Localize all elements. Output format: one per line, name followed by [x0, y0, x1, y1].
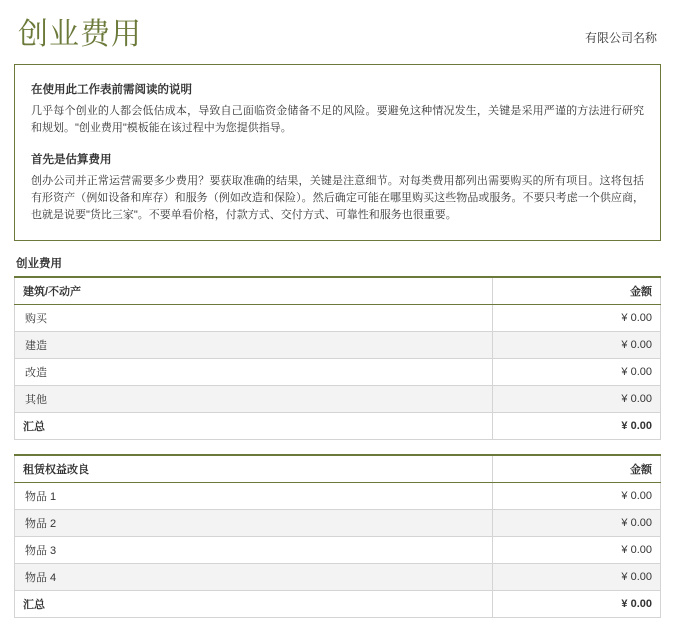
instructions-heading-1: 在使用此工作表前需阅读的说明: [31, 84, 192, 96]
table-total-row: [15, 591, 661, 618]
instructions-paragraph-1: 几乎每个创业的人都会低估成本，导致自己面临资金储备不足的风险。要避免这种情况发生，关键是采用严谨的方法进行研究和规划。"创业费用"模板能在该过程中为您提供指导。: [31, 105, 644, 134]
row-amount[interactable]: ¥ 0.00: [493, 332, 661, 359]
row-amount[interactable]: ¥ 0.00: [493, 386, 661, 413]
instructions-box: [14, 64, 661, 241]
row-label: 物品 1: [15, 483, 493, 510]
column-header-amount: 金额: [493, 277, 661, 305]
table-header-row: [15, 455, 661, 483]
row-amount[interactable]: ¥ 0.00: [493, 483, 661, 510]
row-amount[interactable]: ¥ 0.00: [493, 510, 661, 537]
table-row[interactable]: [15, 510, 661, 537]
section-title: 创业费用: [16, 258, 62, 270]
table-row[interactable]: [15, 305, 661, 332]
row-label: 其他: [15, 386, 493, 413]
row-label: 物品 4: [15, 564, 493, 591]
row-amount[interactable]: ¥ 0.00: [493, 537, 661, 564]
row-label: 物品 2: [15, 510, 493, 537]
instructions-heading-2: 首先是估算费用: [31, 154, 112, 166]
table-header-row: [15, 277, 661, 305]
document-header: [14, 0, 661, 62]
row-amount[interactable]: ¥ 0.00: [493, 305, 661, 332]
row-amount[interactable]: ¥ 0.00: [493, 564, 661, 591]
table-building-real-estate: [14, 276, 661, 440]
table-total-row: [15, 413, 661, 440]
total-label: 汇总: [15, 591, 493, 618]
row-label: 改造: [15, 359, 493, 386]
table-leasehold-improvements: [14, 454, 661, 618]
column-header-category: 租赁权益改良: [15, 455, 493, 483]
row-label: 物品 3: [15, 537, 493, 564]
row-label: 建造: [15, 332, 493, 359]
column-header-category: 建筑/不动产: [15, 277, 493, 305]
table-row[interactable]: [15, 564, 661, 591]
row-label: 购买: [15, 305, 493, 332]
table-row[interactable]: [15, 537, 661, 564]
column-header-amount: 金额: [493, 455, 661, 483]
total-amount: ¥ 0.00: [493, 591, 661, 618]
table-row[interactable]: [15, 483, 661, 510]
total-label: 汇总: [15, 413, 493, 440]
page-title: 创业费用: [18, 18, 142, 51]
table-row[interactable]: [15, 359, 661, 386]
table-row[interactable]: [15, 332, 661, 359]
total-amount: ¥ 0.00: [493, 413, 661, 440]
row-amount[interactable]: ¥ 0.00: [493, 359, 661, 386]
instructions-paragraph-2: 创办公司并正常运营需要多少费用？要获取准确的结果，关键是注意细节。对每类费用都列出需要购买的所有项目。这将包括有形资产（例如设备和库存）和服务（例如改造和保险）。然后确定可能在哪里购买这些物品或服务。不要只考虑一个供应商，也就是说要"货比三家"。不要单看价格，付款方式、交付方式、可靠性和服务也很重要。: [31, 175, 644, 221]
company-name: 有限公司名称: [584, 31, 657, 45]
table-row[interactable]: [15, 386, 661, 413]
